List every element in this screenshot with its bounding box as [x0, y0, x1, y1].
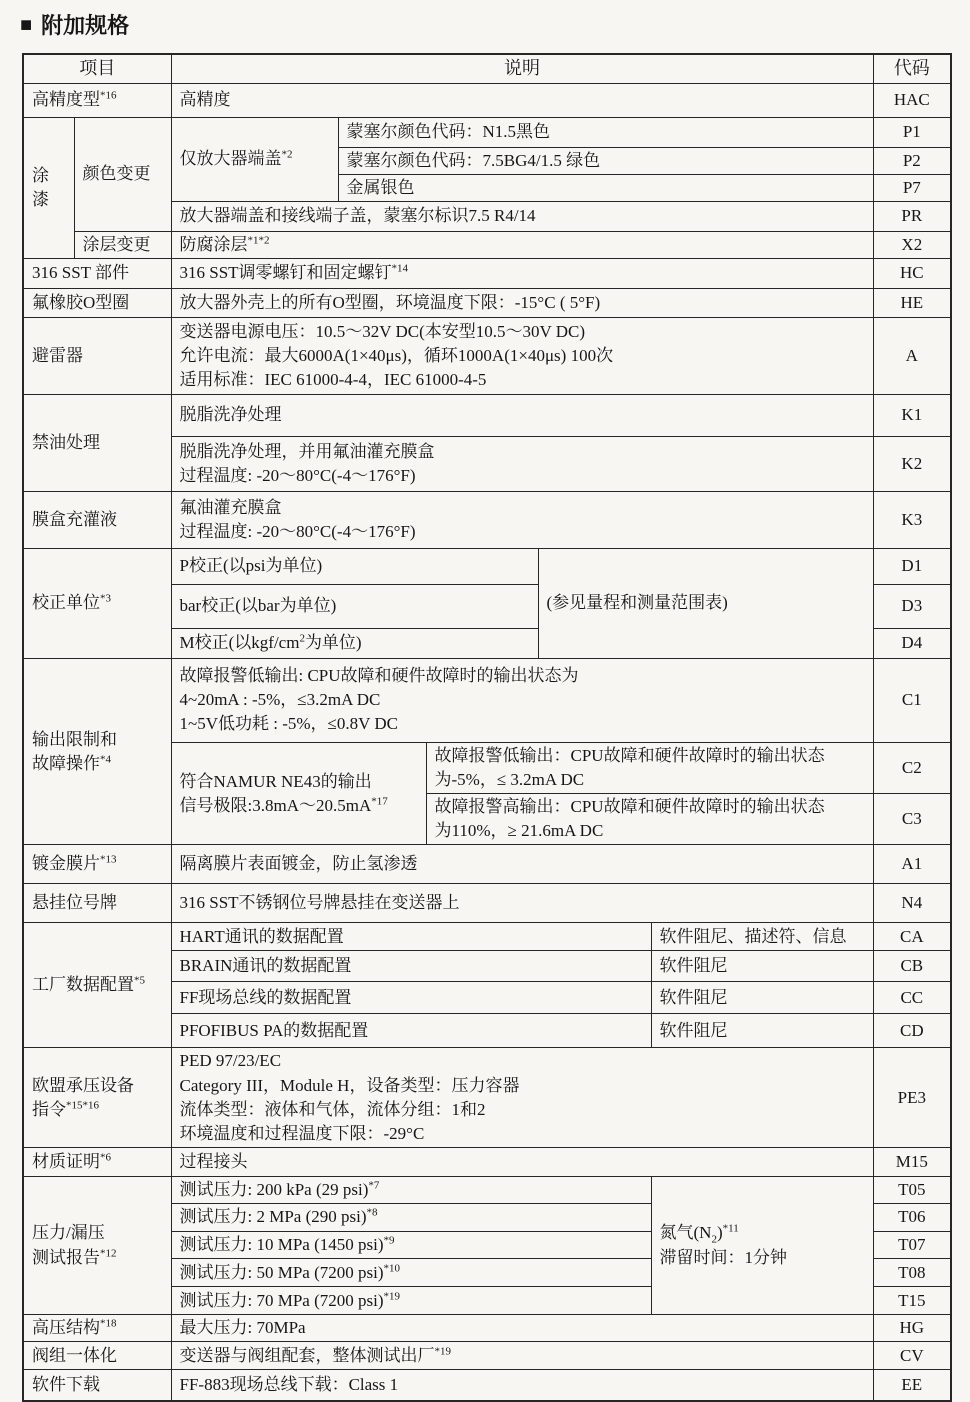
- desc-cell-ee: FF-883现场总线下载：Class 1: [171, 1370, 873, 1401]
- header-item: 项目: [23, 54, 171, 83]
- code-cell-k1: K1: [873, 394, 951, 436]
- row-p1: [23, 117, 951, 147]
- code-cell-d3: D3: [873, 584, 951, 628]
- additional-specs-table: [22, 53, 952, 1402]
- text-line: 流体类型：液体和气体，流体分组：1和2: [179, 1099, 486, 1119]
- desc-cell-t07: 测试压力: 10 MPa (1450 psi)$^{*9}$: [171, 1232, 651, 1259]
- code-cell-pr: PR: [873, 201, 951, 231]
- desc-cell-c2: [426, 742, 873, 793]
- desc-cell-p7: 金属银色: [338, 174, 873, 201]
- code-cell-t05: T05: [873, 1176, 951, 1203]
- desc-cell-p2: 蒙塞尔颜色代码：7.5BG4/1.5 绿色: [338, 147, 873, 174]
- row-c1: [23, 658, 951, 742]
- row-a: [23, 317, 951, 394]
- table-header-row: [23, 54, 951, 83]
- text-line: 适用标准：IEC 61000-4-4，IEC 61000-4-5: [179, 369, 487, 389]
- header-desc: 说明: [171, 54, 873, 83]
- code-cell-d1: D1: [873, 548, 951, 584]
- footnote-marker: *16: [100, 89, 117, 102]
- code-cell-p2: P2: [873, 147, 951, 174]
- desc-cell-c1: [171, 658, 873, 742]
- section-square-icon: ■: [20, 13, 33, 36]
- code-cell-t08: T08: [873, 1259, 951, 1287]
- row-hc: [23, 258, 951, 288]
- desc-cell-t06: 测试压力: 2 MPa (290 psi)$^{*8}$: [171, 1204, 651, 1232]
- item-cell-k: 禁油处理: [23, 394, 171, 491]
- desc-cell-m15: 过程接头: [171, 1147, 873, 1176]
- code-cell-hc: HC: [873, 258, 951, 288]
- code-cell-cb: CB: [873, 951, 951, 982]
- code-cell-d4: D4: [873, 628, 951, 658]
- extra-cell-cb: 软件阻尼: [651, 951, 873, 982]
- footnote-marker: *19: [434, 1345, 451, 1358]
- desc-cell-hc: 316 SST调零螺钉和固定螺钉$^{*14}$: [171, 258, 873, 288]
- text-line: 允许电流：最大6000A(1×40μs)，循环1000A(1×40μs) 100次: [179, 345, 614, 365]
- footnote-marker: *12: [100, 1246, 117, 1259]
- text-line: 氟油灌充膜盒: [179, 497, 282, 517]
- code-cell-cd: CD: [873, 1014, 951, 1048]
- code-cell-a: A: [873, 317, 951, 394]
- item-cell-factory: 工厂数据配置$^{*5}$: [23, 923, 171, 1048]
- desc-cell-t08: 测试压力: 50 MPa (7200 psi)$^{*10}$: [171, 1259, 651, 1287]
- row-d1: [23, 548, 951, 584]
- footnote-marker: *15*16: [66, 1099, 99, 1112]
- row-he: [23, 288, 951, 317]
- desc-cell-a1: 隔离膜片表面镀金，防止氢渗透: [171, 845, 873, 884]
- item-cell-pe3: 欧盟承压设备 指令$^{*15*16}$: [23, 1048, 171, 1148]
- code-cell-c1: C1: [873, 658, 951, 742]
- text-line: 故障报警低输出：CPU故障和硬件故障时的输出状态: [434, 745, 825, 765]
- item-cell-ee: 软件下载: [23, 1370, 171, 1401]
- item-cell-k3: 膜盒充灌液: [23, 491, 171, 548]
- text-line: 过程温度: -20～80°C(-4～176°F): [179, 521, 416, 541]
- desc-cell-k3: [171, 491, 873, 548]
- extra-cell-ca: 软件阻尼、描述符、信息: [651, 923, 873, 951]
- page-title: [0, 0, 970, 40]
- extra-cell-nitrogen: 氮气$(N_2)^{*11}$ 滞留时间：1分钟: [651, 1176, 873, 1314]
- footnote-marker: *14: [391, 262, 409, 275]
- desc-cell-he: 放大器外壳上的所有O型圈，环境温度下限：-15°C ( 5°F): [171, 288, 873, 317]
- superscript-2: 2: [299, 632, 305, 645]
- item-cell-cv: 阀组一体化: [23, 1342, 171, 1370]
- extra-cell-cc: 软件阻尼: [651, 982, 873, 1014]
- row-hg: [23, 1315, 951, 1342]
- code-cell-t15: T15: [873, 1287, 951, 1315]
- row-n4: [23, 884, 951, 923]
- desc-cell-p1: 蒙塞尔颜色代码：N1.5黑色: [338, 117, 873, 147]
- text-line: 1~5V低功耗 : -5%，≤0.8V DC: [179, 714, 398, 734]
- row-ca: [23, 923, 951, 951]
- code-cell-he: HE: [873, 288, 951, 317]
- desc-cell-d4: M校正(以kgf/$cm^2$为单位): [171, 628, 538, 658]
- code-cell-pe3: PE3: [873, 1048, 951, 1148]
- note-cell-cal: (参见量程和测量范围表): [538, 548, 873, 658]
- item-cell-m15: 材质证明$^{*6}$: [23, 1147, 171, 1176]
- code-cell-n4: N4: [873, 884, 951, 923]
- item-cell-a1: 镀金膜片$^{*13}$: [23, 845, 171, 884]
- footnote-marker: *1*2: [247, 234, 270, 247]
- code-cell-k2: K2: [873, 436, 951, 491]
- footnote-marker: *13: [100, 853, 117, 866]
- subitem-cell-color-change: 颜色变更: [74, 117, 171, 231]
- code-cell-hac: HAC: [873, 83, 951, 117]
- code-cell-hg: HG: [873, 1315, 951, 1342]
- text-line: 变送器电源电压：10.5～32V DC(本安型10.5～30V DC): [179, 321, 585, 341]
- item-cell-paint: 涂漆: [23, 117, 74, 258]
- desc-cell-t05: 测试压力: 200 kPa (29 psi)$^{*7}$: [171, 1176, 651, 1203]
- subitem-cell-coating-change: 涂层变更: [74, 231, 171, 258]
- footnote-marker: *11: [722, 1222, 739, 1235]
- text-line: Category III，Module H，设备类型：压力容器: [179, 1075, 520, 1095]
- desc-cell-pr: 放大器端盖和接线端子盖，蒙塞尔标识7.5 R4/14: [171, 201, 873, 231]
- text-line: PED 97/23/EC: [179, 1051, 282, 1071]
- text-line: 故障报警低输出: CPU故障和硬件故障时的输出状态为: [179, 666, 579, 686]
- footnote-marker: *19: [383, 1289, 400, 1302]
- row-k3: [23, 491, 951, 548]
- code-cell-cc: CC: [873, 982, 951, 1014]
- item-cell-he: 氟橡胶O型圈: [23, 288, 171, 317]
- row-a1: [23, 845, 951, 884]
- item-cell-a: 避雷器: [23, 317, 171, 394]
- footnote-marker: *8: [366, 1206, 378, 1219]
- code-cell-ca: CA: [873, 923, 951, 951]
- desc-cell-k2: [171, 436, 873, 491]
- item-cell-cal: 校正单位$^{*3}$: [23, 548, 171, 658]
- item-cell-pressure-test: 压力/漏压 测试报告$^{*12}$: [23, 1176, 171, 1314]
- subscript-2: 2: [711, 1233, 717, 1246]
- desc-cell-d3: bar校正(以bar为单位): [171, 584, 538, 628]
- text-line: 为110%，≥ 21.6mA DC: [434, 821, 604, 841]
- header-code: 代码: [873, 54, 951, 83]
- footnote-marker: *7: [368, 1179, 380, 1192]
- code-cell-x2: X2: [873, 231, 951, 258]
- row-hac: [23, 83, 951, 117]
- code-cell-a1: A1: [873, 845, 951, 884]
- desc-cell-cb: BRAIN通讯的数据配置: [171, 951, 651, 982]
- desc-cell-d1: P校正(以psi为单位): [171, 548, 538, 584]
- desc-cell-ca: HART通讯的数据配置: [171, 923, 651, 951]
- text-line: 过程温度: -20～80°C(-4～176°F): [179, 465, 416, 485]
- item-cell-hc: 316 SST 部件: [23, 258, 171, 288]
- desc-cell-n4: 316 SST不锈钢位号牌悬挂在变送器上: [171, 884, 873, 923]
- row-cv: [23, 1342, 951, 1370]
- text-line: 4~20mA : -5%，≤3.2mA DC: [179, 690, 381, 710]
- code-cell-t07: T07: [873, 1232, 951, 1259]
- extra-cell-cd: 软件阻尼: [651, 1014, 873, 1048]
- footnote-marker: *4: [100, 753, 111, 766]
- code-cell-t06: T06: [873, 1204, 951, 1232]
- footnote-marker: *18: [100, 1317, 117, 1330]
- desc-cell-t15: 测试压力: 70 MPa (7200 psi)$^{*19}$: [171, 1287, 651, 1315]
- desc-cell-x2: 防腐涂层$^{*1*2}$: [171, 231, 873, 258]
- text-line: 脱脂洗净处理，并用氟油灌充膜盒: [179, 441, 435, 461]
- footnote-marker: *5: [134, 974, 145, 987]
- code-cell-ee: EE: [873, 1370, 951, 1401]
- desc-cell-a: [171, 317, 873, 394]
- footnote-marker: *9: [383, 1234, 395, 1247]
- desc-cell-c3: [426, 794, 873, 845]
- item-text: 高精度型: [32, 89, 100, 109]
- footnote-marker: *2: [281, 148, 293, 161]
- text-line: 为-5%，≤ 3.2mA DC: [434, 770, 585, 790]
- row-m15: [23, 1147, 951, 1176]
- footnote-marker: *17: [371, 795, 388, 808]
- code-cell-p7: P7: [873, 174, 951, 201]
- code-cell-m15: M15: [873, 1147, 951, 1176]
- code-cell-p1: P1: [873, 117, 951, 147]
- text-line: 故障报警高输出：CPU故障和硬件故障时的输出状态: [434, 797, 825, 817]
- code-cell-c2: C2: [873, 742, 951, 793]
- item-cell-output: 输出限制和 故障操作$^{*4}$: [23, 658, 171, 845]
- row-k1: [23, 394, 951, 436]
- row-pe3: [23, 1048, 951, 1148]
- row-ee: [23, 1370, 951, 1401]
- desc-cell-cv: 变送器与阀组配套，整体测试出厂$^{*19}$: [171, 1342, 873, 1370]
- group-cell-amp-cover: 仅放大器端盖$^{*2}$: [171, 117, 338, 201]
- item-cell-n4: 悬挂位号牌: [23, 884, 171, 923]
- code-cell-c3: C3: [873, 794, 951, 845]
- item-cell-hac: [23, 83, 171, 117]
- footnote-marker: *6: [100, 1151, 111, 1164]
- item-cell-hg: 高压结构$^{*18}$: [23, 1315, 171, 1342]
- row-x2: [23, 231, 951, 258]
- desc-cell-hac: 高精度: [171, 83, 873, 117]
- footnote-marker: *3: [100, 592, 111, 605]
- text-line: 环境温度和过程温度下限：-29°C: [179, 1123, 425, 1143]
- desc-cell-cd: PFOFIBUS PA的数据配置: [171, 1014, 651, 1048]
- desc-cell-pe3: [171, 1048, 873, 1148]
- code-cell-k3: K3: [873, 491, 951, 548]
- group-cell-namur: 符合NAMUR NE43的输出 信号极限$:3.8mA\sim 20.5mA^{*17}$: [171, 742, 426, 845]
- footnote-marker: *10: [383, 1261, 400, 1274]
- desc-cell-k1: 脱脂洗净处理: [171, 394, 873, 436]
- desc-cell-cc: FF现场总线的数据配置: [171, 982, 651, 1014]
- row-t05: [23, 1176, 951, 1203]
- page-title-text: 附加规格: [41, 13, 130, 38]
- desc-cell-hg: 最大压力: 70MPa: [171, 1315, 873, 1342]
- code-cell-cv: CV: [873, 1342, 951, 1370]
